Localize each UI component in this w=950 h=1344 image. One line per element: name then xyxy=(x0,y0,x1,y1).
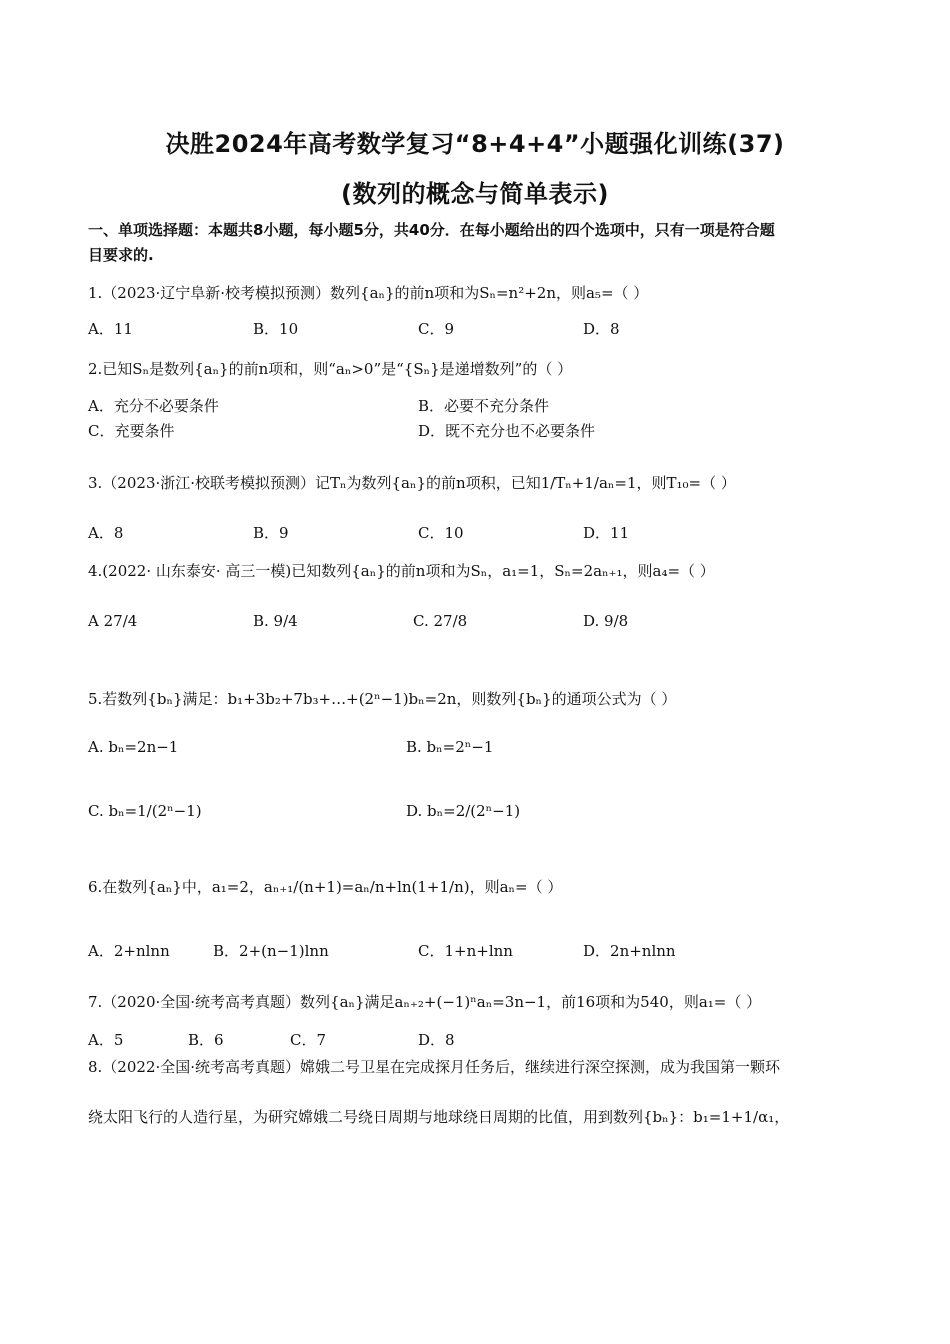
q4-option-d: D. 9/8 xyxy=(583,612,629,630)
question-5-stem: 5.若数列{bₙ}满足：b₁+3b₂+7b₃+…+(2ⁿ−1)bₙ=2n，则数列{bₙ}的通项公式为（ ） xyxy=(88,690,677,708)
q7-option-a: A．5 xyxy=(88,1031,124,1049)
q3-option-c: C．10 xyxy=(418,524,464,542)
q6-option-c: C．1+n+lnn xyxy=(418,942,513,960)
q4-option-c: C. 27/8 xyxy=(413,612,468,630)
page-title: 决胜2024年高考数学复习“8+4+4”小题强化训练(37) xyxy=(165,130,785,158)
q6-option-d: D．2n+nlnn xyxy=(583,942,676,960)
q7-option-d: D．8 xyxy=(418,1031,455,1049)
q1-option-c: C．9 xyxy=(418,320,455,338)
q7-option-c: C．7 xyxy=(290,1031,327,1049)
q7-option-b: B．6 xyxy=(188,1031,224,1049)
page-subtitle: (数列的概念与简单表示) xyxy=(341,180,609,208)
q1-option-d: D．8 xyxy=(583,320,620,338)
question-7-stem: 7.（2020·全国·统考高考真题）数列{aₙ}满足aₙ₊₂+(−1)ⁿaₙ=3n−1，前16项和为540，则a₁=（ ） xyxy=(88,993,762,1011)
q4-option-b: B. 9/4 xyxy=(253,612,298,630)
q6-option-b: B．2+(n−1)lnn xyxy=(213,942,329,960)
q5-option-d: D. bₙ=2/(2ⁿ−1) xyxy=(406,802,521,820)
question-2-stem: 2.已知Sₙ是数列{aₙ}的前n项和，则“aₙ>0”是“{Sₙ}是递增数列”的（ ） xyxy=(88,360,573,378)
section-heading: 一、单项选择题：本题共8小题，每小题5分，共40分．在每小题给出的四个选项中，只有一项是符合题 xyxy=(88,221,775,239)
q5-option-b: B. bₙ=2ⁿ−1 xyxy=(406,738,494,756)
q3-option-d: D．11 xyxy=(583,524,630,542)
q3-option-b: B．9 xyxy=(253,524,289,542)
question-8-line-2: 绕太阳飞行的人造行星，为研究嫦娥二号绕日周期与地球绕日周期的比值，用到数列{bₙ}：b₁=1+1/α₁， xyxy=(88,1108,790,1126)
question-1-stem: 1.（2023·辽宁阜新·校考模拟预测）数列{aₙ}的前n项和为Sₙ=n²+2n，则a₅=（ ） xyxy=(88,284,649,302)
question-3-stem: 3.（2023·浙江·校联考模拟预测）记Tₙ为数列{aₙ}的前n项积，已知1/Tₙ+1/aₙ=1，则T₁₀=（ ） xyxy=(88,474,736,492)
question-6-stem: 6.在数列{aₙ}中，a₁=2，aₙ₊₁/(n+1)=aₙ/n+ln(1+1/n)，则aₙ=（ ） xyxy=(88,878,563,896)
q2-option-d: D．既不充分也不必要条件 xyxy=(418,422,596,440)
q5-option-a: A. bₙ=2n−1 xyxy=(88,738,179,756)
q1-option-a: A．11 xyxy=(88,320,133,338)
q2-option-a: A．充分不必要条件 xyxy=(88,397,219,415)
q6-option-a: A．2+nlnn xyxy=(88,942,170,960)
q5-option-c: C. bₙ=1/(2ⁿ−1) xyxy=(88,802,202,820)
q2-option-b: B．必要不充分条件 xyxy=(418,397,550,415)
q1-option-b: B．10 xyxy=(253,320,299,338)
q2-option-c: C．充要条件 xyxy=(88,422,175,440)
question-4-stem: 4.(2022· 山东泰安· 高三一模)已知数列{aₙ}的前n项和为Sₙ，a₁=1，Sₙ=2aₙ₊₁，则a₄=（ ） xyxy=(88,562,715,580)
q4-option-a: A 27/4 xyxy=(88,612,138,630)
q3-option-a: A．8 xyxy=(88,524,124,542)
question-8-line-1: 8.（2022·全国·统考高考真题）嫦娥二号卫星在完成探月任务后，继续进行深空探测，成为我国第一颗环 xyxy=(88,1058,781,1076)
section-heading-cont: 目要求的. xyxy=(88,246,154,264)
